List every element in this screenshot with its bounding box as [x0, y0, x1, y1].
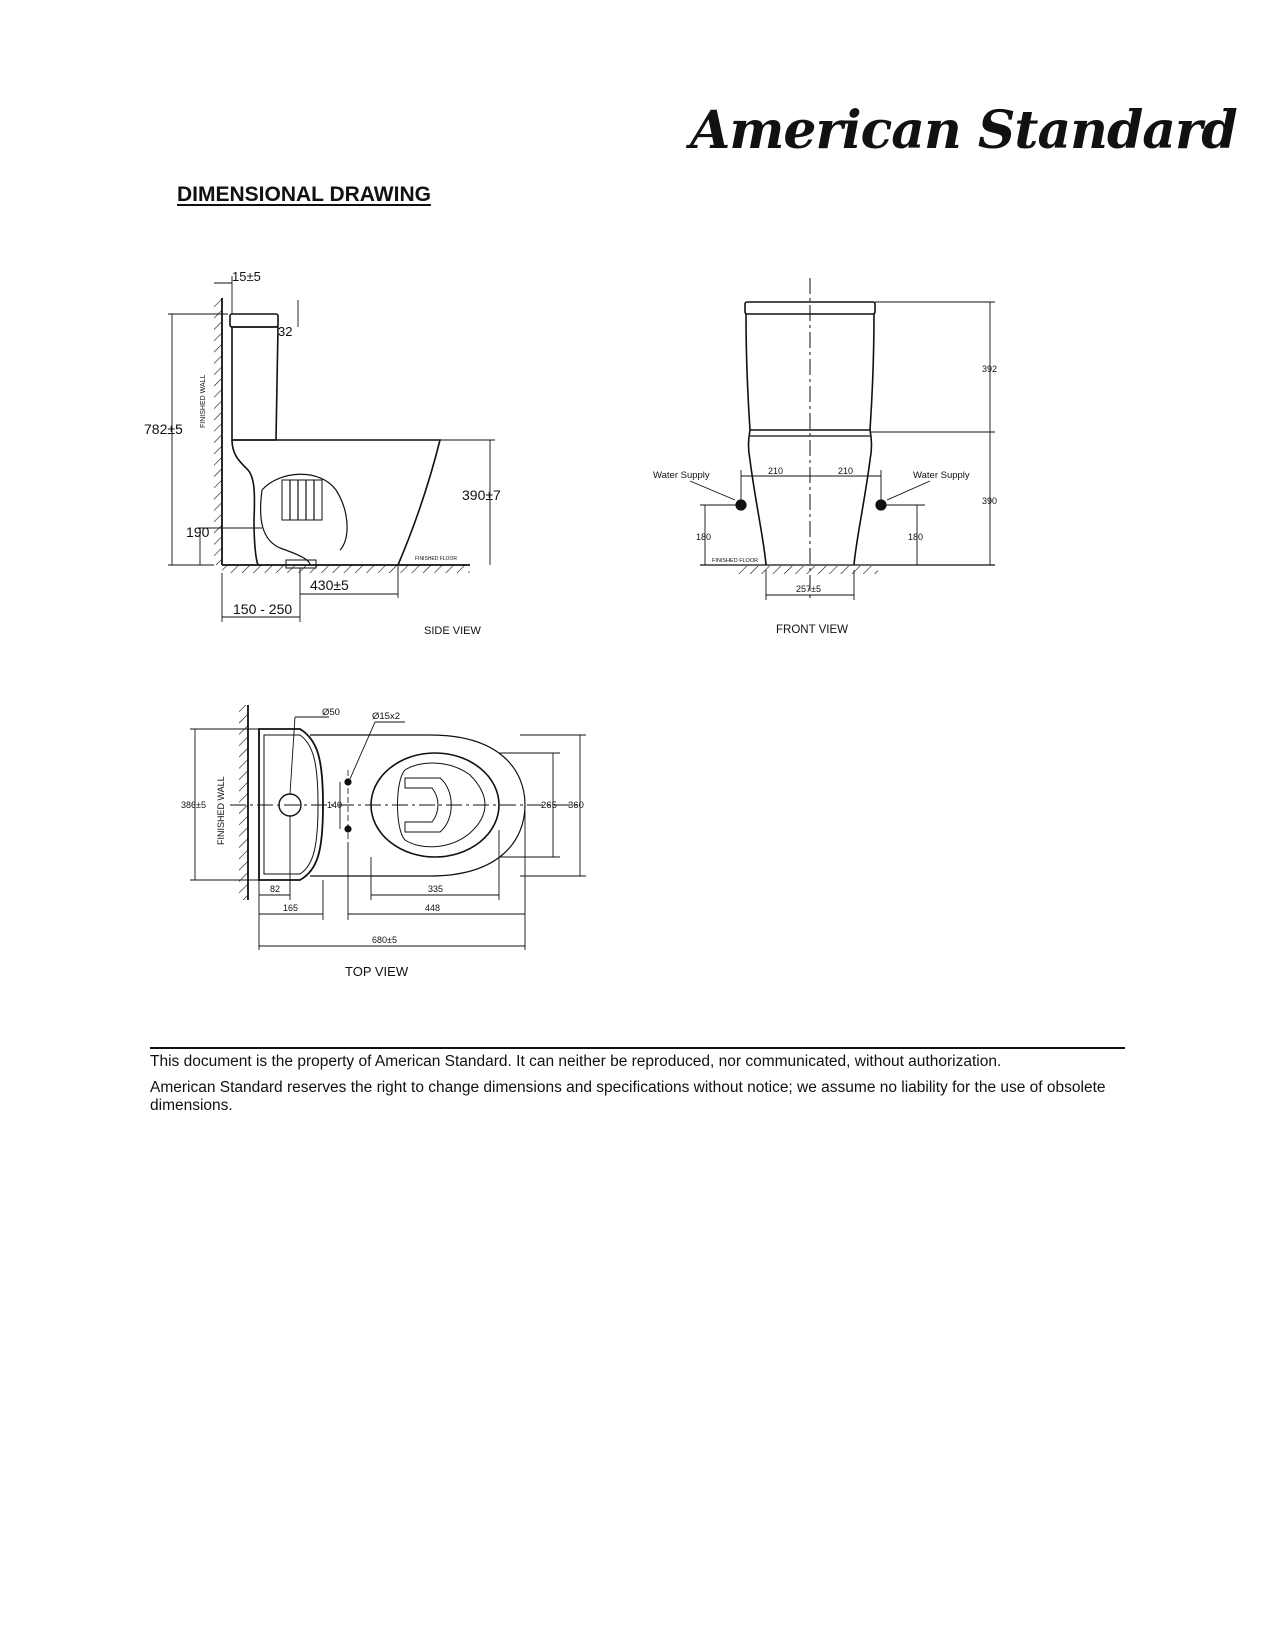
front-leader-right — [887, 481, 930, 500]
top-dim-tank-depth: 165 — [283, 903, 299, 913]
front-dim-left-offset: 210 — [768, 466, 784, 476]
top-view — [181, 705, 586, 979]
side-dim-seat-height: 390±7 — [462, 487, 501, 503]
side-view — [144, 269, 501, 637]
front-dim-right-supply-height: 180 — [908, 532, 924, 542]
side-dim-rough-in: 150 - 250 — [233, 601, 293, 617]
top-dim-inlet-offset: 82 — [270, 884, 281, 894]
front-view — [653, 278, 997, 636]
top-dim-bowl-inner-length: 335 — [428, 884, 444, 894]
front-floor-label: FINISHED FLOOR — [712, 558, 759, 564]
front-view-title: FRONT VIEW — [776, 624, 848, 636]
footer-disclaimer: American Standard reserves the right to change dimensions and specifications without notice; we assume no liability for the use of obsolete dimensions. — [150, 1079, 1106, 1114]
top-dim-bowl-outer-width: 360 — [568, 800, 584, 811]
side-tank-body — [232, 327, 278, 440]
top-tank-inner — [264, 735, 318, 874]
side-trap-connector — [282, 480, 322, 520]
top-dimensions — [190, 717, 586, 950]
side-dim-length: 430±5 — [310, 577, 349, 593]
front-dim-bowl-height: 390 — [982, 496, 998, 506]
top-dim-bowl-length: 448 — [425, 903, 441, 913]
top-dim-bolt-holes: Ø15x2 — [372, 711, 400, 722]
side-dim-top-offset: 15±5 — [232, 269, 261, 284]
front-dim-left-supply-height: 180 — [696, 532, 712, 542]
side-wall-hatch — [214, 298, 222, 565]
front-floor-hatch — [738, 566, 878, 574]
top-dim-tank-width: 386±5 — [181, 800, 206, 810]
front-dim-right-offset: 210 — [838, 466, 854, 476]
top-dim-total-length: 680±5 — [372, 935, 397, 945]
front-water-supply-right — [876, 500, 886, 510]
front-water-supply-left-label: Water Supply — [653, 470, 710, 481]
top-dim-bowl-inner-width: 265 — [541, 800, 557, 811]
side-dim-outlet-height: 190 — [186, 524, 210, 540]
top-wall-hatch — [239, 705, 248, 900]
top-dim-bolt-spacing: 140 — [327, 800, 343, 810]
dim-bolt-leader — [350, 722, 375, 779]
side-floor-hatch — [222, 565, 470, 573]
side-bowl-outline — [232, 440, 440, 565]
footer-copyright: This document is the property of American Standard. It can neither be reproduced, nor communicated, without authorization. — [150, 1053, 1002, 1070]
top-dim-inlet-diameter: Ø50 — [322, 707, 340, 718]
front-water-supply-left — [736, 500, 746, 510]
front-dimensions — [700, 302, 998, 600]
footer-divider — [150, 1047, 1125, 1049]
side-view-title: SIDE VIEW — [424, 625, 481, 637]
side-tank-lid — [230, 314, 278, 327]
brand-logo: American Standard — [690, 100, 1237, 161]
front-dim-tank-height: 392 — [982, 364, 998, 374]
side-wall-label: FINISHED WALL — [200, 374, 207, 428]
side-floor-label: FINISHED FLOOR — [415, 556, 457, 562]
page-title: DIMENSIONAL DRAWING — [177, 183, 431, 206]
side-dim-total-height: 782±5 — [144, 421, 183, 437]
front-dim-base-width: 257±5 — [796, 584, 821, 594]
side-dim-tank-lid: 32 — [278, 324, 293, 339]
front-leader-left — [690, 481, 735, 500]
top-tank-outline — [259, 729, 323, 880]
top-wall-label: FINISHED WALL — [216, 776, 226, 845]
front-water-supply-right-label: Water Supply — [913, 470, 970, 481]
top-view-title: TOP VIEW — [345, 964, 409, 979]
